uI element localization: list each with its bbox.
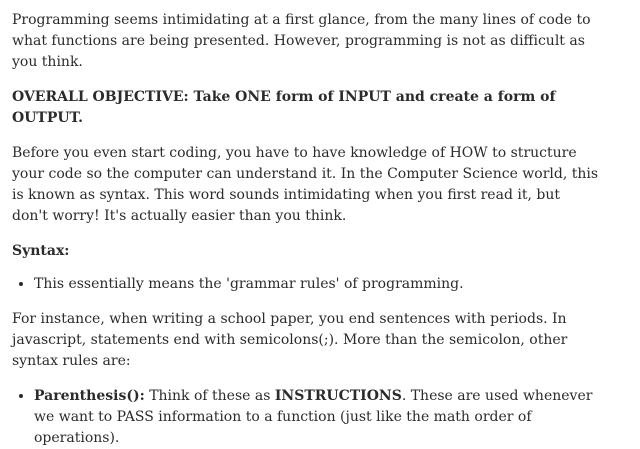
- objective-paragraph: OVERALL OBJECTIVE: Take ONE form of INPUT and create a form of OUTPUT.: [12, 89, 556, 126]
- intro-paragraph: Programming seems intimidating at a first glance, from the many lines of code to what functions are being presented. However, programming is not as difficult as you think.: [12, 12, 591, 70]
- syntax-description-paragraph: Before you even start coding, you have to have knowledge of HOW to structure your code so the computer can understand it. In the Computer Science world, this is known as syntax. This word sounds intimidating when you first read it, but don't worry! It's actually easier than you think.: [12, 145, 599, 224]
- list-item: [34, 386, 600, 449]
- rule-emphasis: INSTRUCTIONS: [274, 388, 402, 404]
- rule-term: Parenthesis():: [34, 388, 145, 404]
- list-item: • This essentially means the 'grammar rules' of programming.: [34, 274, 600, 295]
- syntax-heading: Syntax:: [12, 243, 70, 259]
- syntax-rules-list: [12, 386, 600, 449]
- instance-paragraph: For instance, when writing a school paper, you end sentences with periods. In javascript, statements end with semicolons(;). More than the semicolon, other syntax rules are:: [12, 311, 568, 369]
- rule-text-after: . These are used whenever we want to PASS information to a function (just like the math order of operations).: [34, 388, 593, 446]
- syntax-bullet-list: [12, 274, 600, 295]
- rule-text-before: Think of these as: [144, 388, 275, 404]
